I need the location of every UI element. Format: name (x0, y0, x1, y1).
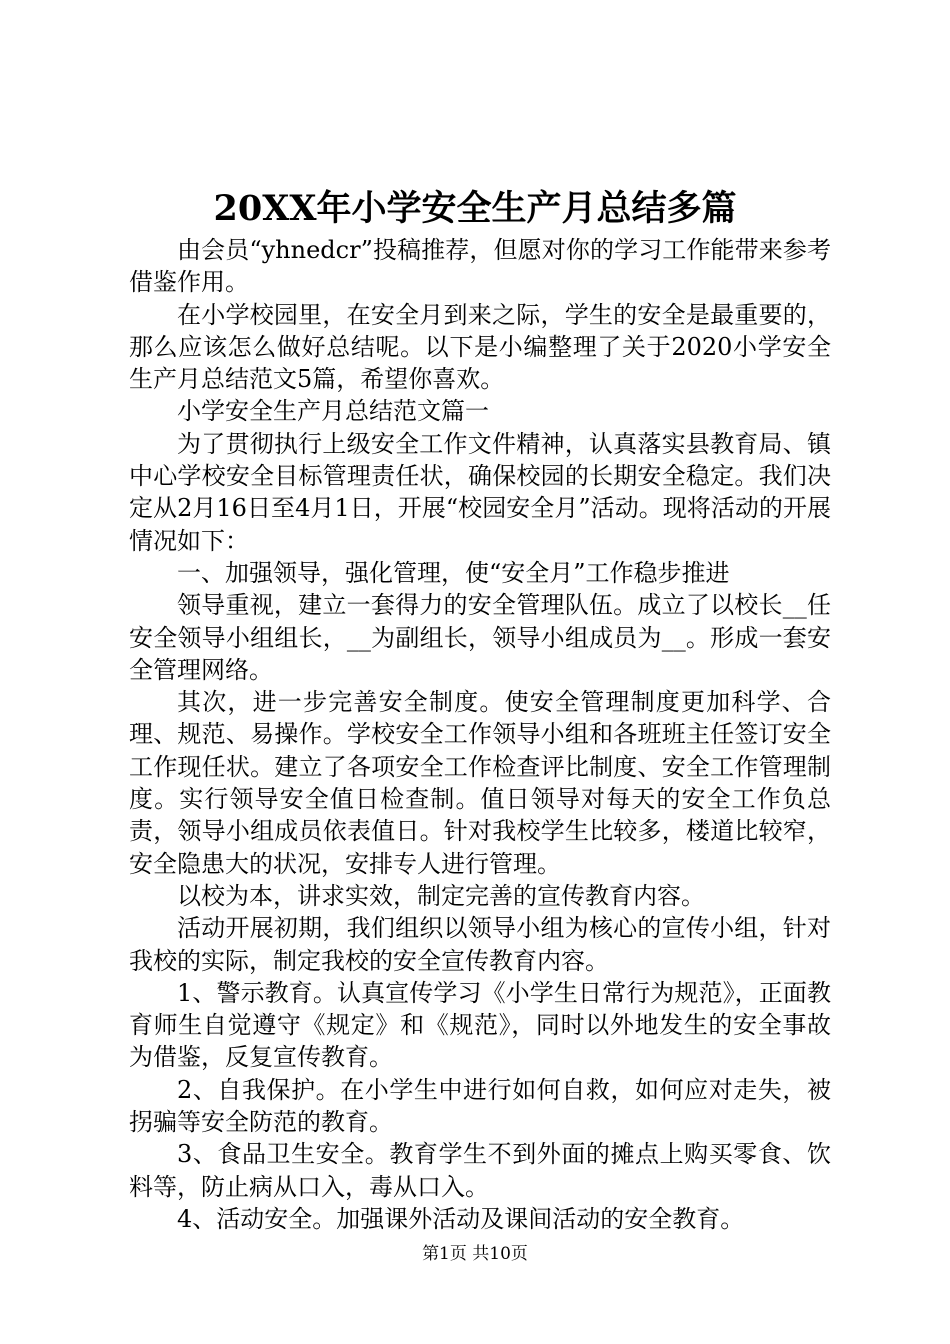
paragraph: 活动开展初期，我们组织以领导小组为核心的宣传小组，针对我校的实际，制定我校的安全宣传教育内容。 (129, 914, 831, 975)
list-item: 3、食品卫生安全。教育学生不到外面的摊点上购买零食、饮料等，防止病从口入，毒从口入。 (129, 1140, 831, 1201)
paragraph: 为了贯彻执行上级安全工作文件精神，认真落实县教育局、镇中心学校安全目标管理责任状，确保校园的长期安全稳定。我们决定从2月16日至4月1日，开展“校园安全月”活动。现将活动的开展情况如下： (129, 429, 831, 555)
page-number: 第1页 共10页 (422, 1244, 528, 1264)
paragraph: 在小学校园里，在安全月到来之际，学生的安全是最重要的，那么应该怎么做好总结呢。以下是小编整理了关于2020小学安全生产月总结范文5篇，希望你喜欢。 (129, 300, 831, 394)
document-body (129, 234, 831, 1235)
paragraph: 由会员“yhnedcr”投稿推荐，但愿对你的学习工作能带来参考借鉴作用。 (129, 236, 831, 297)
document-title: 20XX年小学安全生产月总结多篇 (213, 188, 737, 229)
section-heading: 小学安全生产月总结范文篇一 (177, 397, 489, 426)
paragraph: 领导重视，建立一套得力的安全管理队伍。成立了以校长__任安全领导小组组长，__为副组长，领导小组成员为__。形成一套安全管理网络。 (129, 591, 831, 684)
list-item: 4、活动安全。加强课外活动及课间活动的安全教育。 (177, 1204, 745, 1233)
section-heading: 一、加强领导，强化管理，使“安全月”工作稳步推进 (177, 558, 730, 587)
paragraph: 其次，进一步完善安全制度。使安全管理制度更加科学、合理、规范、易操作。学校安全工作领导小组和各班班主任签订安全工作现任状。建立了各项安全工作检查评比制度、安全工作管理制度。实行领导安全值日检查制。值日领导对每天的安全工作负总责，领导小组成员依表值日。针对我校学生比较多，楼道比较窄，安全隐患大的状况，安排专人进行管理。 (129, 688, 831, 878)
list-item: 1、警示教育。认真宣传学习《小学生日常行为规范》，正面教育师生自觉遵守《规定》和《规范》，同时以外地发生的安全事故为借鉴，反复宣传教育。 (129, 978, 831, 1072)
paragraph: 以校为本，讲求实效，制定完善的宣传教育内容。 (177, 881, 705, 910)
list-item: 2、自我保护。在小学生中进行如何自救，如何应对走失，被拐骗等安全防范的教育。 (129, 1075, 831, 1137)
